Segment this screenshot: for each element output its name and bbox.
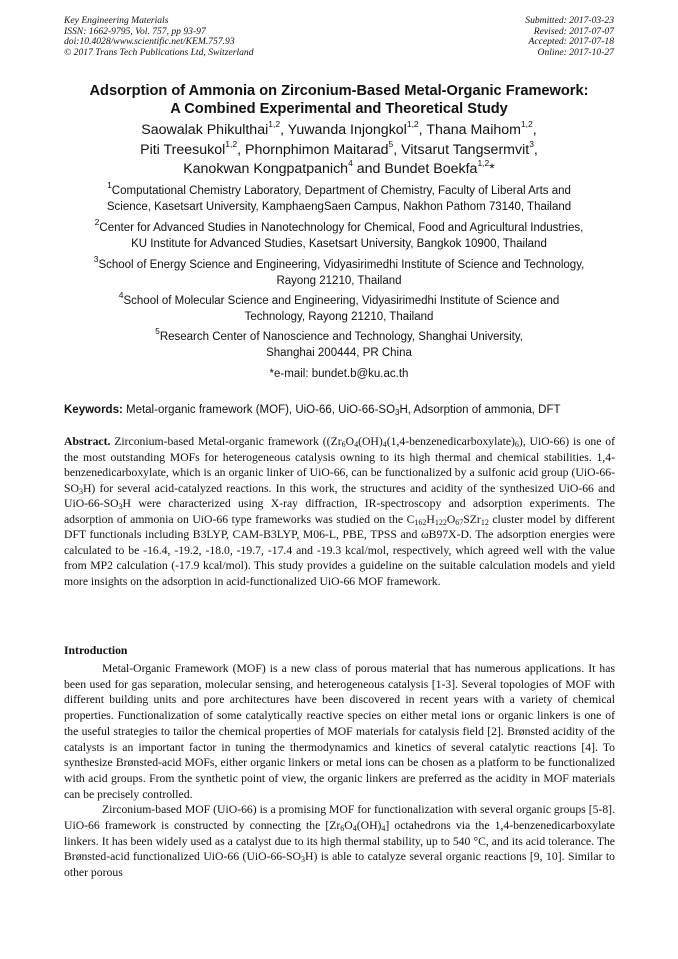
author-name: Phornphimon Maitarad xyxy=(245,141,389,158)
affiliation-line: Computational Chemistry Laboratory, Department of Chemistry, Faculty of Liberal Arts and xyxy=(111,185,571,197)
affiliation-2 xyxy=(40,217,638,252)
affiliation-line: Center for Advanced Studies in Nanotechnology for Chemical, Food and Agricultural Industries, xyxy=(99,222,584,234)
author-name: Kanokwan Kongpatpanich xyxy=(183,161,349,177)
revised-date: Revised: 2017-07-07 xyxy=(533,25,614,37)
author-name: Piti Treesukol xyxy=(140,141,226,158)
author-name: Saowalak Phikulthai xyxy=(141,122,269,138)
submitted-date: Submitted: 2017-03-23 xyxy=(525,15,614,26)
journal-name: Key Engineering Materials xyxy=(64,15,169,26)
issn-line: ISSN: 1662-9795, Vol. 757, pp 93-97 xyxy=(64,25,206,37)
section-heading-introduction: Introduction xyxy=(64,644,128,657)
author-affil-sup: 1,2 xyxy=(268,119,281,130)
abstract: Abstract. Zirconium-based Metal-organic framework ((Zr6O4(OH)4(1,4-benzenedicarboxylate)6), UiO-66) is one of the most outstanding MOFs for heterogeneous catalysis owning to its high thermal and chemical stabilities. 1,4-benzenedicarboxylate, which is an organic linker of UiO-66, can be functionalized by a sulfonic acid group (UiO-66-SO3H) for several acid-catalyzed reactions. In this work, the structures and acidity of the synthesized UiO-66 and UiO-66-SO3H were characterized using X-ray diffraction, IR-spectroscopy and adsorption experiments. The adsorption of ammonia on UiO-66 type frameworks was studied on the C162H122O67SZr12 cluster model by different DFT functionals including B3LYP, CAM-B3LYP, M06-L, PBE, TPSS and ωB97X-D. The adsorption energies were calculated to be -16.4, -19.2, -18.0, -19.7, -17.4 and -19.3 kcal/mol, respectively, which agreed well with the value from MP2 calculation (-17.9 kcal/mol). This study provides a guideline on the suitable calculation models and yield more insights on the adsorption in acid-functionalized UiO-66 MOF framework. xyxy=(64,435,616,588)
affiliation-5 xyxy=(40,326,638,361)
affiliation-line: KU Institute for Advanced Studies, Kasetsart University, Bangkok 10900, Thailand xyxy=(131,238,547,250)
journal-header-right xyxy=(525,16,614,58)
author-affil-sup: 5 xyxy=(388,138,394,149)
paper-title xyxy=(40,82,638,118)
affiliation-4 xyxy=(40,290,638,325)
author-affil-sup: 1,2 xyxy=(406,119,419,130)
author-list xyxy=(40,121,638,180)
affiliation-line: School of Molecular Science and Engineering, Vidyasirimedhi Institute of Science and xyxy=(123,295,560,307)
affiliation-sup: 2 xyxy=(94,217,100,228)
author-affil-sup: 3 xyxy=(529,138,534,149)
author-name: Bundet Boekfa xyxy=(384,161,478,177)
affiliation-sup: 1 xyxy=(107,180,112,191)
journal-header-left xyxy=(64,16,254,58)
intro-paragraph-1: Metal-Organic Framework (MOF) is a new class of porous material that has numerous applications. It has been used for gas separation, molecular sensing, and heterogeneous catalysis [1-3]. Several topologies of MOF with different building units and pore architectures have been discovered in recent years with a variety of chemical properties. Functionalization of some catalytically reactive species on either metal ions or organic linkers is one of the useful strategies to tailor the chemical properties of MOF materials for catalysis field [2]. Brønsted acidity of the catalysts is an important factor in tuning the thermodynamics and kinetics of several catalytic reactions [4]. To synthesize Brønsted-acid MOFs, either organic linkers or metal ions can be chosen as a platform to be functionalized with acid groups. From the synthetic point of view, the organic linkers are preferred as the acidity in MOF materials can be precisely controlled. xyxy=(64,662,615,801)
accepted-date: Accepted: 2017-07-18 xyxy=(528,36,614,48)
author-and: and xyxy=(356,161,381,177)
keywords-label: Keywords: xyxy=(64,404,123,416)
doi-line: doi:10.4028/www.scientific.net/KEM.757.93 xyxy=(64,36,235,48)
affiliation-line: Shanghai 200444, PR China xyxy=(266,347,412,359)
author-affil-sup: 4 xyxy=(348,158,353,169)
copyright-line: © 2017 Trans Tech Publications Ltd, Switzerland xyxy=(64,46,254,58)
affiliation-sup: 4 xyxy=(118,290,124,301)
keywords: Keywords: Metal-organic framework (MOF), UiO-66, UiO-66-SO3H, Adsorption of ammonia, DFT xyxy=(64,404,561,417)
affiliation-1 xyxy=(40,180,638,215)
affiliation-sup: 3 xyxy=(93,254,99,265)
author-line-1: Saowalak Phikulthai$^{1,2}$, Yuwanda Injongkol$^{1,2}$, Thana Maihom$^{1,2}$, xyxy=(141,119,537,138)
affiliation-3 xyxy=(40,254,638,289)
author-affil-sup: 1,2 xyxy=(520,119,533,130)
corresponding-star: * xyxy=(489,161,495,177)
abstract-label: Abstract. xyxy=(64,435,111,448)
affiliation-sup: 5 xyxy=(155,326,160,337)
online-date: Online: 2017-10-27 xyxy=(537,46,614,58)
title-line-2: A Combined Experimental and Theoretical Study xyxy=(170,101,508,117)
author-affil-sup: 1,2 xyxy=(477,158,490,169)
author-line-2: Piti Treesukol$^{1,2}$, Phornphimon Maitarad$^5$, Vitsarut Tangsermvit$^3$, xyxy=(140,138,538,158)
affiliation-line: Technology, Rayong 21210, Thailand xyxy=(244,311,434,323)
author-name: Vitsarut Tangsermvit xyxy=(401,141,530,158)
author-affil-sup: 1,2 xyxy=(225,138,238,149)
title-line-1: Adsorption of Ammonia on Zirconium-Based Metal-Organic Framework: xyxy=(89,83,589,99)
author-line-3 xyxy=(40,160,638,180)
affiliation-line: Science, Kasetsart University, KamphaengSaen Campus, Nakhon Pathom 73140, Thailand xyxy=(106,201,572,213)
intro-paragraph-2: Zirconium-based MOF (UiO-66) is a promising MOF for functionalization with several organic groups [5-8]. UiO-66 framework is constructed by connecting the [Zr6O4(OH)4] octahedrons via the 1,4-benzenedicarboxylate linkers. It has been widely used as a catalyst due to its high thermal stability, up to 540 °C, and its acid tolerance. The Brønsted-acid functionalized UiO-66 (UiO-66-SO3H) is able to catalyze several organic reactions [9, 10]. Similar to other porous xyxy=(64,803,616,880)
author-name: Yuwanda Injongkol xyxy=(287,122,407,138)
affiliation-line: Rayong 21210, Thailand xyxy=(276,275,402,287)
corresponding-email: *e-mail: bundet.b@ku.ac.th xyxy=(269,368,409,380)
affiliation-line: Research Center of Nanoscience and Technology, Shanghai University, xyxy=(159,331,523,343)
introduction-body xyxy=(64,661,615,881)
author-name: Thana Maihom xyxy=(426,122,521,138)
affiliation-line: School of Energy Science and Engineering, Vidyasirimedhi Institute of Science and Technology, xyxy=(98,259,585,271)
